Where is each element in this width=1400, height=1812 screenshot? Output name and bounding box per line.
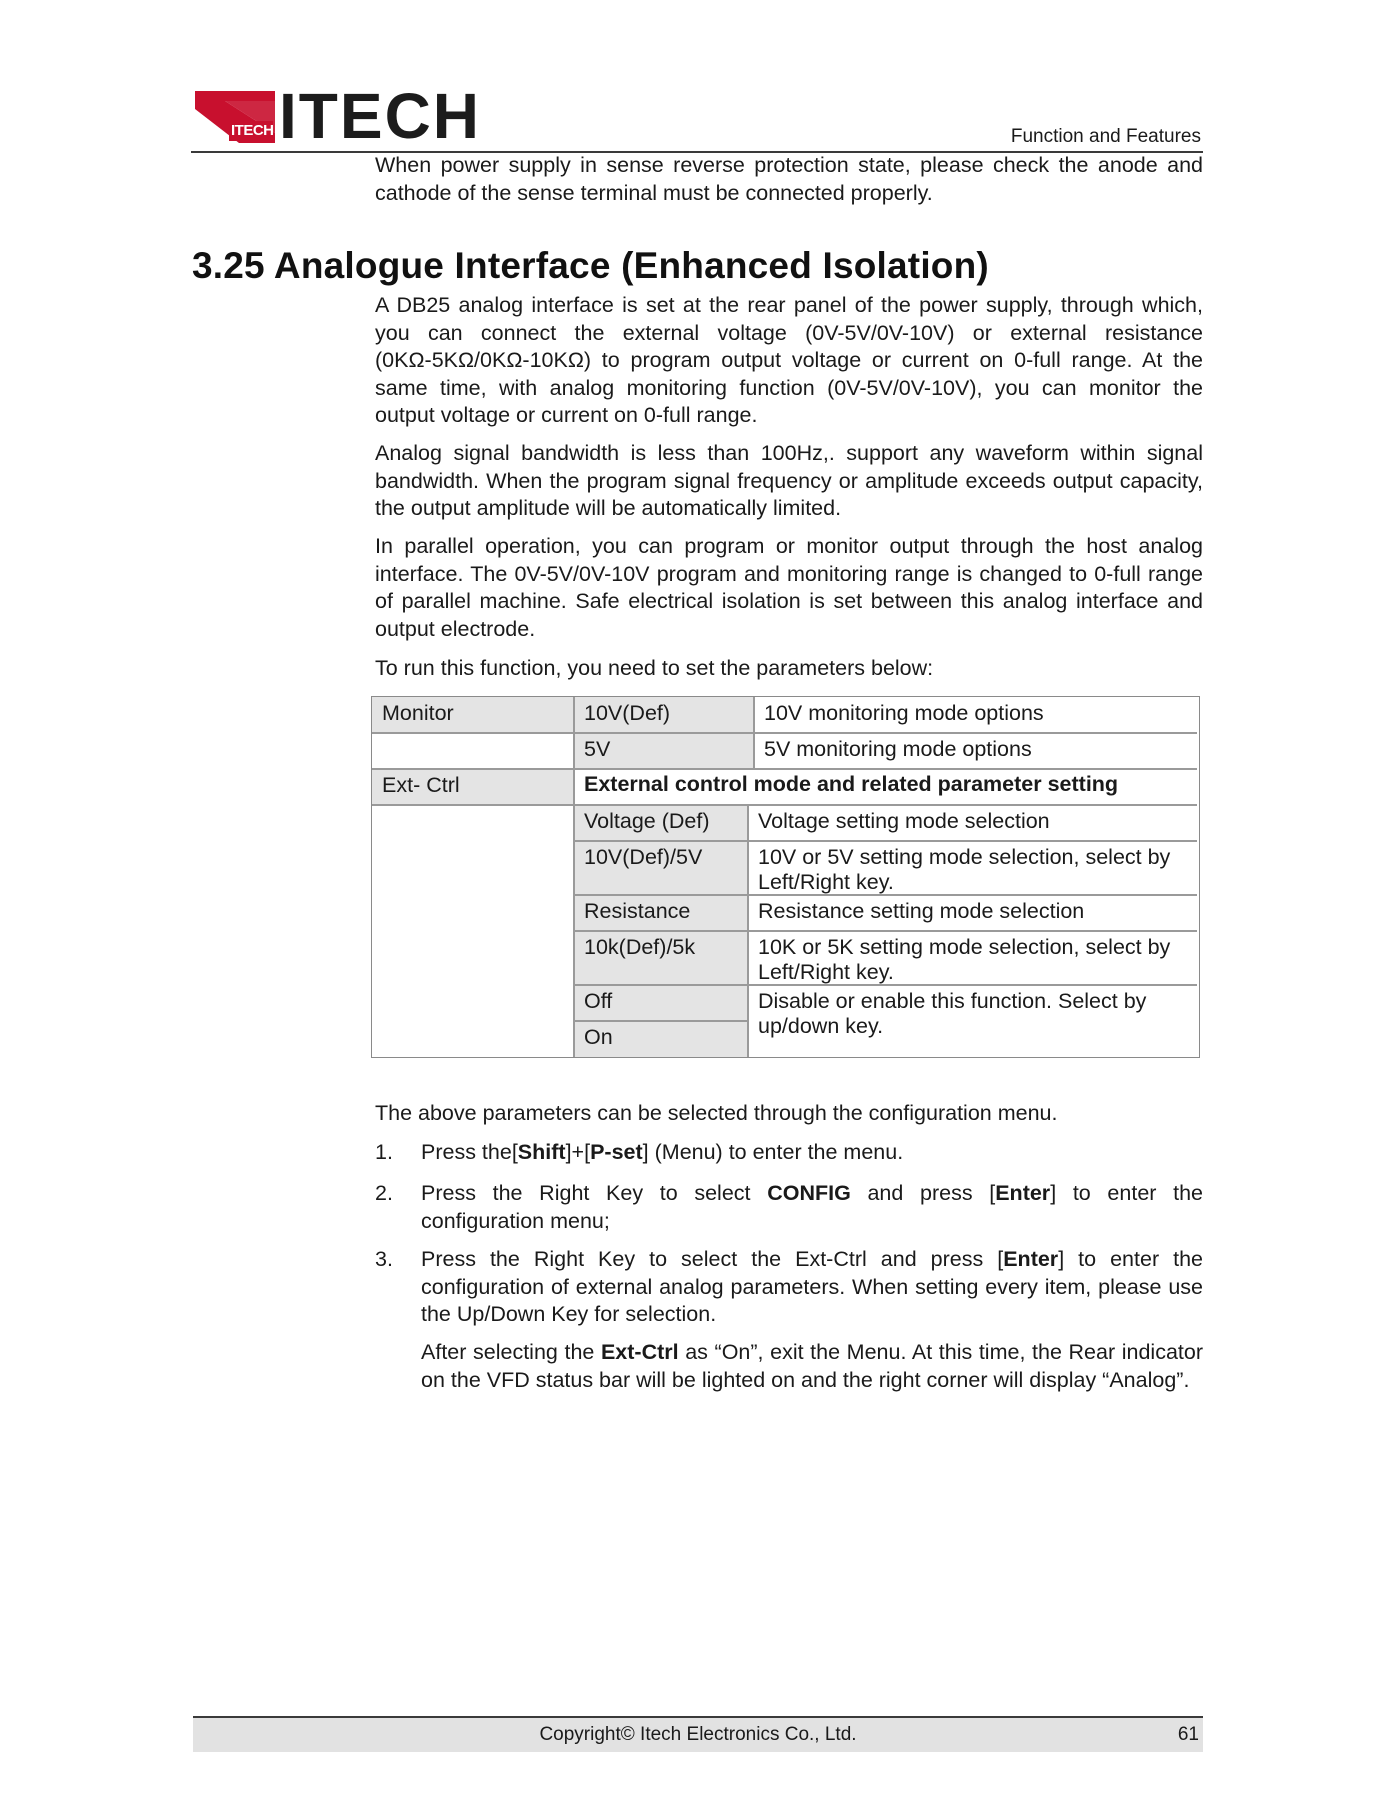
enter-key: Enter [1003,1247,1059,1271]
grid-line [747,804,749,1057]
option-on: On [584,1025,613,1049]
enter-key: Enter [995,1181,1051,1205]
grid-line [574,930,1197,932]
grid-line [753,697,755,769]
desc-resistance-range: 10K or 5K setting mode selection, select by Left/Right key. [758,935,1171,984]
monitor-desc-10v: 10V monitoring mode options [764,701,1044,725]
step-number: 1. [375,1140,393,1164]
step-2 [421,1180,1203,1235]
desc-enable: Disable or enable this function. Select by up/down key. [758,989,1147,1038]
after-steps-note [421,1339,1203,1394]
grid-line [574,1020,748,1022]
option-resistance: Resistance [584,899,691,923]
shift-key: Shift [517,1140,566,1164]
step-number: 3. [375,1247,393,1271]
option-voltage: Voltage (Def) [584,809,710,833]
extctrl-keyword: Ext-Ctrl [600,1340,679,1364]
logo-wordmark: ITECH [279,80,481,152]
footer-copyright: Copyright© Itech Electronics Co., Ltd. [539,1724,857,1745]
monitor-option-10v: 10V(Def) [584,701,671,725]
step-text: Press the Right Key to select the Ext-Ctrl and press [ [421,1247,1004,1271]
monitor-desc-5v: 5V monitoring mode options [764,737,1032,761]
desc-voltage-range: 10V or 5V setting mode selection, select by Left/Right key. [758,845,1171,894]
paragraph-run-function: To run this function, you need to set the parameters below: [375,656,934,680]
desc-resistance: Resistance setting mode selection [758,899,1085,923]
pset-key: P-set [590,1140,643,1164]
monitor-label: Monitor [382,701,454,725]
intro-note: When power supply in sense reverse protection state, please check the anode and cathode of the sense terminal must be connected properly. [375,153,1203,205]
note-text: After selecting the [421,1340,601,1364]
step-text: Press the Right Key to select [421,1181,768,1205]
step-3 [421,1246,1203,1329]
step-text: ] to enter the configuration menu; [421,1181,1203,1233]
option-resistance-range: 10k(Def)/5k [584,935,696,959]
option-off: Off [584,989,613,1013]
page-header [191,80,1203,153]
logo-mark-text: ITECH [231,122,274,139]
grid-line [574,732,1197,734]
paragraph-parallel: In parallel operation, you can program or monitor output through the host analog interface. The 0V-5V/0V-10V program and monitoring range is changed to 0-full range of parallel machine. Safe electrical isolation is set between this analog interface and output electrode. [375,534,1203,641]
config-menu-note: The above parameters can be selected through the configuration menu. [375,1101,1058,1125]
step-text: ] (Menu) to enter the menu. [642,1140,904,1164]
paragraph-db25: A DB25 analog interface is set at the rear panel of the power supply, through which, you can connect the external voltage (0V-5V/0V-10V) or external resistance (0KΩ-5KΩ/0KΩ-10KΩ) to program output voltage or current on 0-full range. At the same time, with analog monitoring function (0V-5V/0V-10V), you can monitor the output voltage or current on 0-full range. [375,293,1203,427]
grid-line [574,840,1197,842]
page-footer [193,1716,1203,1752]
extctrl-header: External control mode and related parameter setting [584,772,1119,796]
itech-logo [195,80,481,152]
desc-voltage: Voltage setting mode selection [758,809,1050,833]
step-text: Press the[ [421,1140,518,1164]
logo-mark-icon [195,91,275,143]
step-text: ] to enter the configuration of external analog parameters. When setting every item, please use the Up/Down Key for selection. [421,1247,1204,1326]
step-number: 2. [375,1181,393,1205]
section-heading: 3.25 Analogue Interface (Enhanced Isolation) [192,245,989,286]
option-voltage-range: 10V(Def)/5V [584,845,703,869]
paragraph-bandwidth: Analog signal bandwidth is less than 100Hz,. support any waveform within signal bandwidth. When the program signal frequency or amplitude exceeds output capacity, the output amplitude will be automatically limited. [375,441,1203,520]
parameter-table [371,696,1200,1058]
grid-line [372,804,1197,806]
grid-line [574,894,1197,896]
extctrl-label: Ext- Ctrl [382,773,460,797]
grid-line [573,697,575,1057]
header-section-title: Function and Features [1010,126,1201,147]
grid-line [372,768,1197,770]
step-text: and press [ [850,1181,996,1205]
monitor-option-5v: 5V [584,737,611,761]
grid-line [372,732,574,734]
config-keyword: CONFIG [767,1181,851,1205]
note-text: as “On”, exit the Menu. At this time, the Rear indicator on the VFD status bar will be lighted on and the right corner will display “Analog”. [421,1340,1203,1392]
page-number: 61 [1177,1724,1199,1745]
step-text: ]+[ [565,1140,591,1164]
step-1 [421,1139,1203,1167]
grid-line [574,984,1197,986]
